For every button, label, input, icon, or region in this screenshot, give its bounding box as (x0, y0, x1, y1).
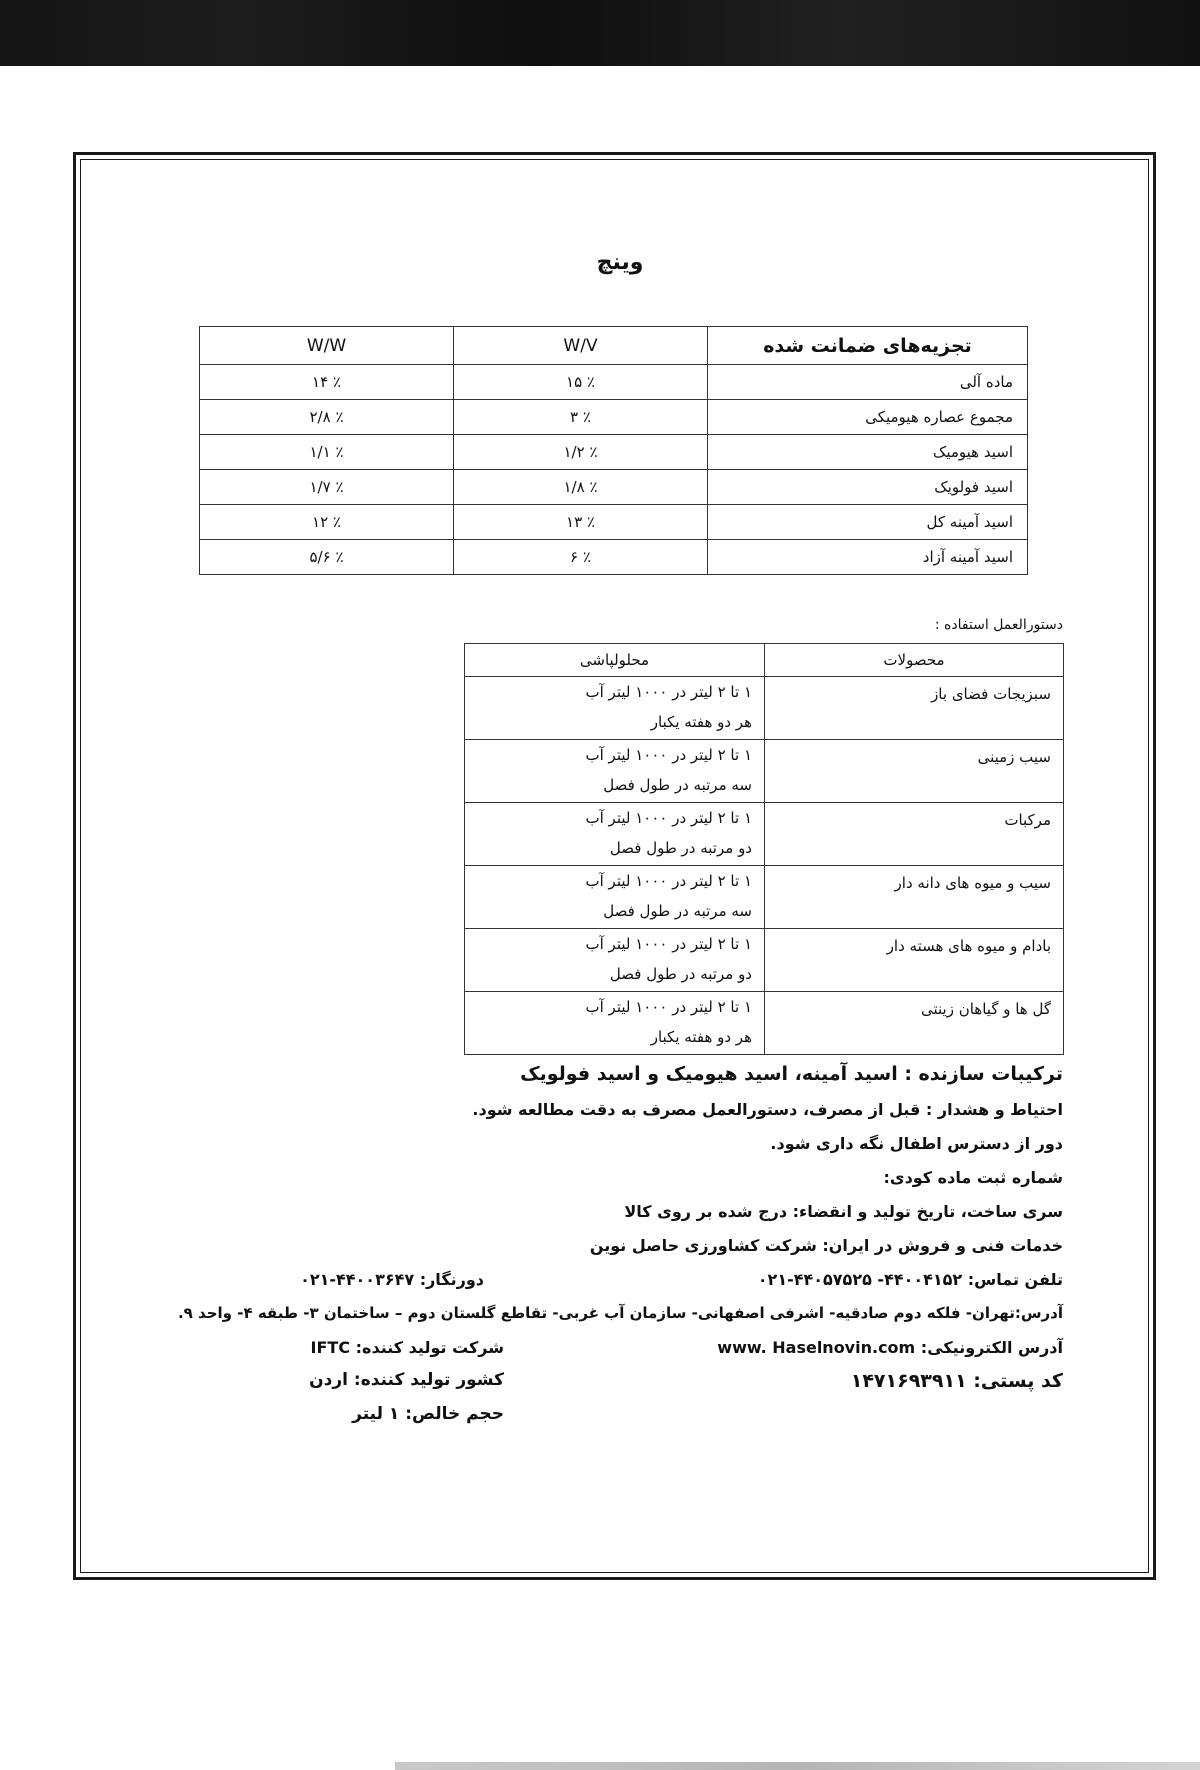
usage-instructions-label: دستورالعمل استفاده : (934, 617, 1063, 633)
usage-frequency: دو مرتبه در طول فصل (609, 839, 752, 857)
usage-frequency: سه مرتبه در طول فصل (603, 902, 752, 920)
analysis-ww: ٪ ۱/۱ (200, 435, 454, 470)
analysis-header-row (200, 327, 1028, 365)
analysis-wv: ٪ ۳ (454, 400, 708, 435)
analysis-wv: ٪ ۱۵ (454, 365, 708, 400)
caution-line: احتیاط و هشدار : قبل از مصرف، دستورالعمل مصرف به دقت مطالعه شود. (472, 1100, 1063, 1119)
usage-crop: گل ها و گیاهان زینتی (920, 1000, 1051, 1018)
usage-row (465, 803, 1064, 866)
analysis-wv: ٪ ۱۳ (454, 505, 708, 540)
analysis-header-ww: W/W (200, 327, 454, 365)
usage-row (465, 929, 1064, 992)
ingredients-line: ترکیبات سازنده : اسید آمینه، اسید هیومیک و اسید فولویک (520, 1063, 1063, 1085)
analysis-row (200, 435, 1028, 470)
usage-frequency: سه مرتبه در طول فصل (603, 776, 752, 794)
guaranteed-analysis-table (199, 326, 1028, 575)
analysis-component: اسید آمینه آزاد (708, 540, 1028, 575)
usage-header-spray: محلولپاشی (465, 644, 765, 677)
analysis-row (200, 470, 1028, 505)
producer-line: شرکت تولید کننده: IFTC (310, 1338, 504, 1357)
usage-crop: سیب زمینی (977, 748, 1051, 766)
usage-frequency: هر دو هفته یکبار (650, 1028, 752, 1046)
usage-header-crop: محصولات (765, 644, 1064, 677)
analysis-ww: ٪ ۱۴ (200, 365, 454, 400)
scan-bottom-edge (395, 1762, 1200, 1770)
analysis-header-component: تجزیه‌های ضمانت شده (708, 327, 1028, 365)
analysis-row (200, 400, 1028, 435)
postal-code-line: کد پستی: ۱۴۷۱۶۹۳۹۱۱ (850, 1370, 1063, 1392)
analysis-component: اسید هیومیک (708, 435, 1028, 470)
analysis-wv: ٪ ۱/۲ (454, 435, 708, 470)
analysis-wv: ٪ ۱/۸ (454, 470, 708, 505)
registration-line: شماره ثبت ماده کودی: (883, 1168, 1063, 1187)
usage-dose: ۱ تا ۲ لیتر در ۱۰۰۰ لیتر آب (585, 746, 752, 764)
service-line: خدمات فنی و فروش در ایران: شرکت کشاورزی حاصل نوین (589, 1236, 1063, 1255)
batch-line: سری ساخت، تاریخ تولید و انقضاء: درج شده بر روی کالا (624, 1202, 1063, 1221)
analysis-row (200, 540, 1028, 575)
usage-crop: سبزیجات فضای باز (931, 685, 1051, 703)
analysis-ww: ٪ ۲/۸ (200, 400, 454, 435)
phone-line: تلفن تماس: ۴۴۰۰۴۱۵۲- ۴۴۰۵۷۵۲۵-۰۲۱ (757, 1270, 1063, 1289)
analysis-component: ماده آلی (708, 365, 1028, 400)
usage-dose: ۱ تا ۲ لیتر در ۱۰۰۰ لیتر آب (585, 809, 752, 827)
analysis-ww: ٪ ۱/۷ (200, 470, 454, 505)
usage-row (465, 866, 1064, 929)
usage-dose: ۱ تا ۲ لیتر در ۱۰۰۰ لیتر آب (585, 872, 752, 890)
usage-row (465, 740, 1064, 803)
address-line: آدرس:تهران- فلکه دوم صادقیه- اشرفی اصفهانی- سازمان آب غربی- تقاطع گلستان دوم – ساختمان ۳- طبقه ۴- واحد ۹. (177, 1304, 1063, 1322)
analysis-component: مجموع عصاره هیومیکی (708, 400, 1028, 435)
usage-header-row (465, 644, 1064, 677)
usage-frequency: دو مرتبه در طول فصل (609, 965, 752, 983)
usage-frequency: هر دو هفته یکبار (650, 713, 752, 731)
usage-table (464, 643, 1064, 1055)
country-line: کشور تولید کننده: اردن (309, 1370, 504, 1390)
usage-row (465, 992, 1064, 1055)
analysis-wv: ٪ ۶ (454, 540, 708, 575)
analysis-component: اسید آمینه کل (708, 505, 1028, 540)
analysis-row (200, 365, 1028, 400)
website-line: آدرس الکترونیکی: www. Haselnovin.com (717, 1338, 1063, 1357)
children-warning-line: دور از دسترس اطفال نگه داری شود. (770, 1134, 1063, 1153)
usage-crop: سیب و میوه های دانه دار (894, 874, 1051, 892)
usage-dose: ۱ تا ۲ لیتر در ۱۰۰۰ لیتر آب (585, 683, 752, 701)
usage-crop: بادام و میوه های هسته دار (886, 937, 1051, 955)
scan-top-edge (0, 0, 1200, 66)
analysis-component: اسید فولویک (708, 470, 1028, 505)
analysis-header-wv: W/V (454, 327, 708, 365)
product-title: وینچ (596, 250, 644, 275)
analysis-ww: ٪ ۱۲ (200, 505, 454, 540)
usage-crop: مرکبات (1004, 811, 1051, 829)
usage-row (465, 677, 1064, 740)
analysis-row (200, 505, 1028, 540)
volume-line: حجم خالص: ۱ لیتر (352, 1404, 504, 1424)
fax-line: دورنگار: ۴۴۰۰۳۶۴۷-۰۲۱ (300, 1270, 484, 1289)
analysis-ww: ٪ ۵/۶ (200, 540, 454, 575)
usage-dose: ۱ تا ۲ لیتر در ۱۰۰۰ لیتر آب (585, 935, 752, 953)
usage-dose: ۱ تا ۲ لیتر در ۱۰۰۰ لیتر آب (585, 998, 752, 1016)
